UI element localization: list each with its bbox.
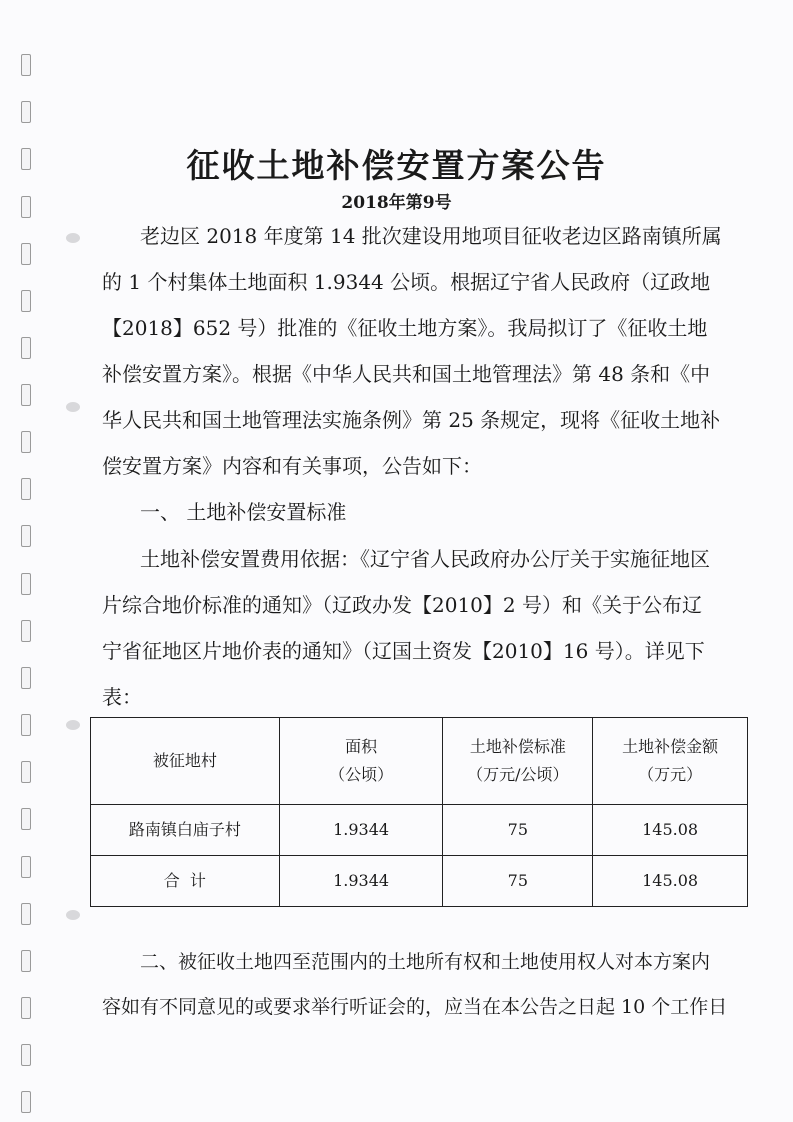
punch-hole	[21, 478, 31, 500]
punch-hole	[21, 808, 31, 830]
punch-hole	[21, 54, 31, 76]
scan-blot	[66, 402, 80, 412]
scan-blot	[66, 720, 80, 730]
punch-hole	[21, 1091, 31, 1113]
section-line: 片综合地价标准的通知》（辽政办发【2010】2 号）和《关于公布辽	[102, 593, 702, 617]
intro-line: 补偿安置方案》。根据《中华人民共和国土地管理法》第 48 条和《中	[102, 362, 711, 386]
punch-hole	[21, 101, 31, 123]
punch-hole	[21, 667, 31, 689]
cell-area: 1.9344	[279, 805, 443, 856]
cell-village: 路南镇白庙子村	[91, 805, 280, 856]
punch-hole	[21, 950, 31, 972]
document-title: 征收土地补偿安置方案公告	[186, 146, 607, 185]
header-standard: 土地补偿标准 （万元/公顷）	[443, 718, 593, 805]
punch-hole	[21, 714, 31, 736]
section-line: 土地补偿安置费用依据：《辽宁省人民政府办公厅关于实施征地区	[140, 547, 710, 571]
punch-hole	[21, 761, 31, 783]
punch-hole	[21, 337, 31, 359]
intro-line: 偿安置方案》内容和有关事项，公告如下：	[102, 454, 482, 478]
cell-amount: 145.08	[593, 805, 748, 856]
punch-hole	[21, 525, 31, 547]
table-header-row	[91, 718, 748, 805]
document-number: 2018年第9号	[341, 193, 452, 213]
intro-line: 华人民共和国土地管理法实施条例》第 25 条规定，现将《征收土地补	[102, 408, 721, 432]
section-line: 二、被征收土地四至范围内的土地所有权和土地使用权人对本方案内	[140, 951, 711, 973]
cell-amount: 145.08	[593, 856, 748, 907]
table-row	[91, 805, 748, 856]
cell-total-label: 合 计	[91, 856, 280, 907]
header-amount: 土地补偿金额 （万元）	[593, 718, 748, 805]
section-heading: 一、 土地补偿安置标准	[140, 500, 347, 524]
intro-line: 【2018】652 号）批准的《征收土地方案》。我局拟订了《征收土地	[102, 316, 708, 340]
punch-hole	[21, 903, 31, 925]
punch-hole	[21, 573, 31, 595]
punch-hole	[21, 243, 31, 265]
punch-hole	[21, 620, 31, 642]
cell-standard: 75	[443, 856, 593, 907]
compensation-table	[90, 717, 748, 907]
intro-line: 的 1 个村集体土地面积 1.9344 公顷。根据辽宁省人民政府（辽政地	[102, 270, 711, 294]
section-line: 宁省征地区片地价表的通知》（辽国土资发【2010】16 号）。详见下	[102, 639, 705, 663]
punch-hole	[21, 431, 31, 453]
section-line: 表：	[102, 685, 142, 709]
cell-standard: 75	[443, 805, 593, 856]
scan-blot	[66, 233, 80, 243]
punch-hole	[21, 1044, 31, 1066]
punch-hole	[21, 856, 31, 878]
punch-hole	[21, 997, 31, 1019]
punch-hole	[21, 290, 31, 312]
header-village: 被征地村	[91, 718, 280, 805]
section-line: 容如有不同意见的或要求举行听证会的，应当在本公告之日起 10 个工作日	[102, 996, 728, 1018]
scan-blot	[66, 910, 80, 920]
table-total-row	[91, 856, 748, 907]
punch-hole	[21, 384, 31, 406]
header-area: 面积 （公顷）	[279, 718, 443, 805]
cell-area: 1.9344	[279, 856, 443, 907]
intro-line: 老边区 2018 年度第 14 批次建设用地项目征收老边区路南镇所属	[140, 224, 722, 248]
